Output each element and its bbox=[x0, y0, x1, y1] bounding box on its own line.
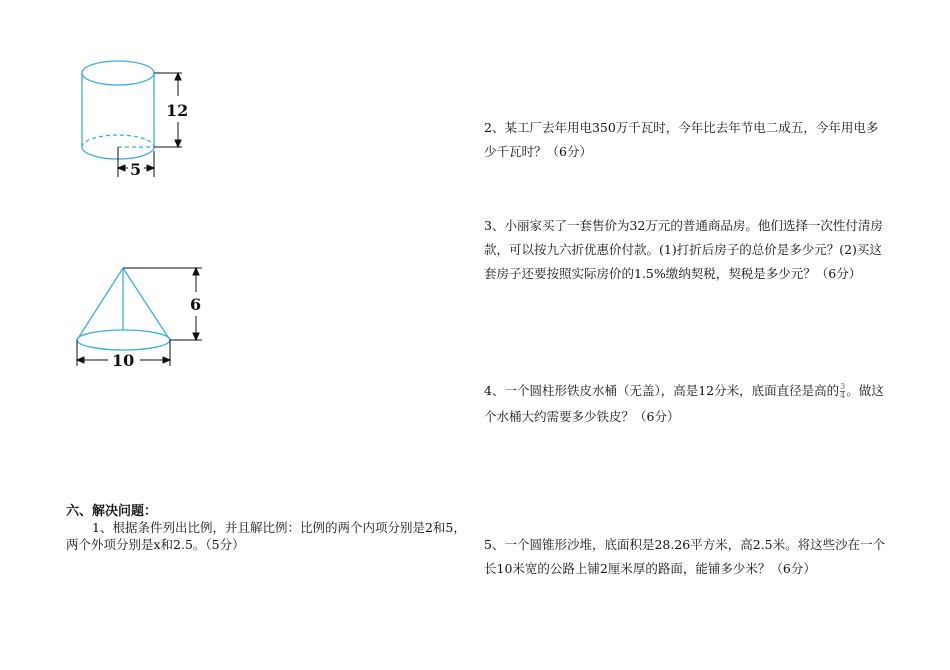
section-six-question-1 bbox=[66, 519, 466, 553]
question-5: 5、一个圆锥形沙堆，底面积是28.26平方米，高2.5米。将这些沙在一个长10米宽的公路上铺2厘米厚的路面，能铺多少米？（6分） bbox=[484, 537, 886, 576]
question-3: 3、小丽家买了一套售价为32万元的普通商品房。他们选择一次性付清房款，可以按九六折优惠价付款。(1)打折后房子的总价是多少元？(2)买这套房子还要按照实际房价的1.5%缴纳契税，契税是多少元？（6分） bbox=[484, 218, 883, 281]
section-six-q1-line1: 1、根据条件列出比例，并且解比例：比例的两个内项分别是2和5， bbox=[92, 520, 466, 535]
question-4-text-before: 4、一个圆柱形铁皮水桶（无盖），高是12分米，底面直径是高的 bbox=[484, 383, 840, 398]
fraction-denominator: 4 bbox=[840, 391, 846, 400]
question-4 bbox=[484, 378, 889, 430]
fraction-numerator: 3 bbox=[840, 382, 846, 391]
cone-dimension-lines bbox=[77, 268, 202, 366]
cylinder-diameter-label: 5 bbox=[130, 160, 142, 179]
section-six-q1-line2: 两个外项分别是x和2.5。（5分） bbox=[66, 537, 245, 552]
cone-figure bbox=[70, 262, 210, 372]
cone-diameter-label: 10 bbox=[112, 351, 135, 370]
question-4-fraction bbox=[840, 383, 845, 400]
question-2: 2、某工厂去年用电350万千瓦时，今年比去年节电二成五，今年用电多少千瓦时？（6分） bbox=[484, 120, 879, 159]
cone-height-label: 6 bbox=[190, 295, 202, 314]
cylinder-figure bbox=[70, 55, 190, 180]
cylinder-dimension-lines bbox=[118, 73, 182, 177]
section-six-title: 六、解决问题： bbox=[66, 504, 158, 519]
cone-shape bbox=[77, 268, 170, 350]
question-4-text-after: 。做这个水桶大约需要多少铁皮？（6分） bbox=[484, 383, 884, 424]
cylinder-shape bbox=[82, 61, 154, 159]
cylinder-height-label: 12 bbox=[166, 101, 189, 120]
